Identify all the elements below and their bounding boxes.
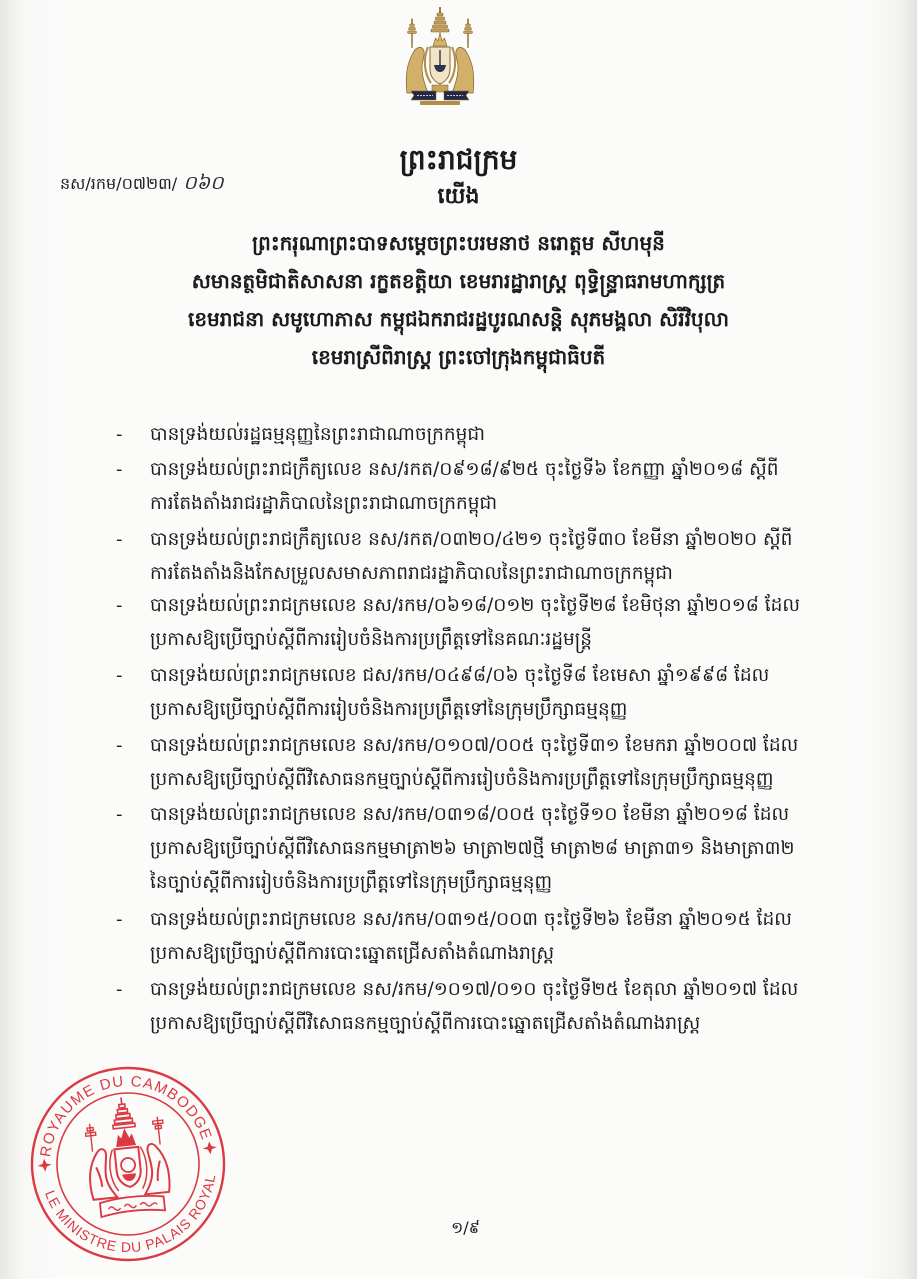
emblem-central-parasol	[431, 8, 449, 33]
emblem-right-parasol	[464, 19, 473, 48]
bullet-dash: -	[116, 424, 123, 445]
recital-text	[150, 798, 842, 900]
recital-text	[150, 523, 842, 591]
bullet-dash: -	[116, 665, 123, 686]
recital-line: បានទ្រង់យល់ព្រះរាជក្រមលេខ នស/រកម/០១០៧/០០៥ ចុះថ្ងៃទី៣១ ខែមករា ឆ្នាំ២០០៧ ដែល	[150, 735, 799, 756]
recital-line: បានទ្រង់យល់ព្រះរាជក្រមលេខ នស/រកម/០៦១៨/០១២ ចុះថ្ងៃទី២៨ ខែមិថុនា ឆ្នាំ២០១៨ ដែល	[150, 595, 800, 616]
recital-text	[150, 659, 842, 727]
seal-emblem-medallion	[120, 1157, 135, 1172]
recital-line: ប្រកាសឱ្យប្រើច្បាប់ស្តីពីវិសោធនកម្មច្បាប់ស្តីពីការបោះឆ្នោតជ្រើសតាំងតំណាងរាស្ត្រ	[150, 1013, 701, 1034]
document-title: ព្រះរាជក្រម	[399, 143, 518, 176]
recital-line: បានទ្រង់យល់ព្រះរាជក្រមលេខ នស/រកម/០៣១៥/០០៣ ចុះថ្ងៃទី២៦ ខែមីនា ឆ្នាំ២០១៥ ដែល	[150, 909, 792, 930]
recital-line: បានទ្រង់យល់ព្រះរាជក្រមលេខ ជស/រកម/០៤៩៨/០៦ ចុះថ្ងៃទី៨ ខែមេសា ឆ្នាំ១៩៩៨ ដែល	[150, 665, 770, 686]
royal-title-line: ខេមរាស្រីពិរាស្ត្រ ព្រះចៅក្រុងកម្ពុជាធិបតី	[311, 345, 606, 369]
seal-emblem-bowl	[122, 1173, 137, 1181]
recital-text	[150, 418, 842, 452]
emblem-sword	[439, 50, 440, 65]
seal-emblem-crown	[114, 1127, 136, 1147]
royal-coat-of-arms-icon	[398, 6, 482, 108]
seal-emblem-parasol	[110, 1096, 135, 1129]
subject-heading: យើង	[437, 184, 480, 209]
recital-line: ប្រកាសឱ្យប្រើច្បាប់ស្តីពីវិសោធនកម្មមាត្រា២៦ មាត្រា២៧ថ្មី មាត្រា២៨ មាត្រា៣១ និងមាត្រា៣២	[150, 838, 795, 859]
seal-emblem-banner	[100, 1193, 165, 1217]
recital-text	[150, 903, 842, 971]
bullet-dash: -	[116, 979, 123, 1000]
reference-printed: នស/រកម/០៧២៣/	[60, 174, 178, 193]
bullet-dash: -	[116, 459, 123, 480]
seal-emblem-shield	[114, 1147, 142, 1188]
recital-line: បានទ្រង់យល់ព្រះរាជក្រមលេខ នស/រកម/០៣១៨/០០៥ ចុះថ្ងៃទី១០ ខែមីនា ឆ្នាំ២០១៨ ដែល	[150, 804, 790, 825]
seal-top-text-path: ROYAUME DU CAMBODGE	[37, 1072, 215, 1159]
recital-line: ប្រកាសឱ្យប្រើច្បាប់ស្តីពីវិសោធនកម្មច្បាប់ស្តីពីការរៀបចំនិងការប្រព្រឹត្តទៅនៃក្រុមប្រឹក្សាធម្មនុញ្ញ	[150, 769, 774, 790]
seal-left-star-icon	[37, 1158, 52, 1172]
recital-line: ការតែងតាំងរាជរដ្ឋាភិបាលនៃព្រះរាជាណាចក្រកម្ពុជា	[150, 493, 498, 514]
royal-title-line: ព្រះករុណាព្រះបាទសម្តេចព្រះបរមនាថ នរោត្តម សីហមុនី	[252, 231, 665, 255]
recital-line: នៃច្បាប់ស្តីពីការរៀបចំនិងការប្រព្រឹត្តទៅនៃក្រុមប្រឹក្សាធម្មនុញ្ញ	[150, 872, 553, 893]
recital-line: បានទ្រង់យល់ព្រះរាជក្រឹត្យលេខ នស/រកត/០៣២០/៤២១ ចុះថ្ងៃទី៣០ ខែមីនា ឆ្នាំ២០២០ ស្តីពី	[150, 529, 793, 550]
recital-line: ប្រកាសឱ្យប្រើច្បាប់ស្តីពីការរៀបចំនិងការប្រព្រឹត្តទៅនៃគណៈរដ្ឋមន្ត្រី	[150, 629, 592, 650]
recital-line: ប្រកាសឱ្យប្រើច្បាប់ស្តីពីការរៀបចំនិងការប្រព្រឹត្តទៅនៃក្រុមប្រឹក្សាធម្មនុញ្ញ	[150, 699, 628, 720]
recital-line: បានទ្រង់យល់ព្រះរាជក្រឹត្យលេខ នស/រកត/០៩១៨/៩២៥ ចុះថ្ងៃទី៦ ខែកញ្ញា ឆ្នាំ២០១៨ ស្តីពី	[150, 459, 779, 480]
emblem-ribbons	[411, 91, 469, 100]
reference-handwritten: ០៦០	[183, 172, 224, 194]
royal-title-block	[40, 224, 877, 376]
bullet-dash: -	[116, 909, 123, 930]
recital-text	[150, 973, 842, 1041]
bullet-dash: -	[116, 735, 123, 756]
emblem-base	[420, 101, 460, 105]
recital-line: ប្រកាសឱ្យប្រើច្បាប់ស្តីពីការបោះឆ្នោតជ្រើសតាំងតំណាងរាស្ត្រ	[150, 943, 555, 964]
recital-text	[150, 729, 842, 797]
royal-title-line: សមានត្ថមិជាតិសាសនា រក្ខតខត្តិយា ខេមរារដ្ឋារាស្ត្រ ពុទ្ធិន្ទ្រាធរាមហាក្សត្រ	[191, 269, 726, 293]
seal-bottom-text-path: LE MINISTRE DU PALAIS ROYAL	[41, 1172, 219, 1256]
recital-line: ការតែងតាំងនិងកែសម្រួលសមាសភាពរាជរដ្ឋាភិបាលនៃព្រះរាជាណាចក្រកម្ពុជា	[150, 563, 673, 584]
emblem-crown	[433, 33, 447, 47]
page-number: ១/៩	[451, 1218, 480, 1237]
bullet-dash: -	[116, 529, 123, 550]
bullet-dash: -	[116, 595, 123, 616]
seal-emblem-right-guardian	[140, 1142, 171, 1194]
emblem-left-parasol	[408, 19, 417, 48]
royal-title-line: ខេមរាជនា សមូហោភាស កម្ពុជឯករាជរដ្ឋបូរណសន្តិ សុភមង្គលា សិរីវិបុលា	[187, 307, 730, 331]
seal-emblem-left-guardian	[87, 1148, 118, 1200]
recital-text	[150, 589, 842, 657]
recital-line: បានទ្រង់យល់រដ្ឋធម្មនុញ្ញនៃព្រះរាជាណាចក្រកម្ពុជា	[150, 424, 485, 445]
recital-line: បានទ្រង់យល់ព្រះរាជក្រមលេខ នស/រកម/១០១៧/០១០ ចុះថ្ងៃទី២៥ ខែតុលា ឆ្នាំ២០១៧ ដែល	[150, 979, 799, 1000]
seal-right-star-icon	[202, 1141, 217, 1155]
bullet-dash: -	[116, 804, 123, 825]
recital-text	[150, 453, 842, 521]
